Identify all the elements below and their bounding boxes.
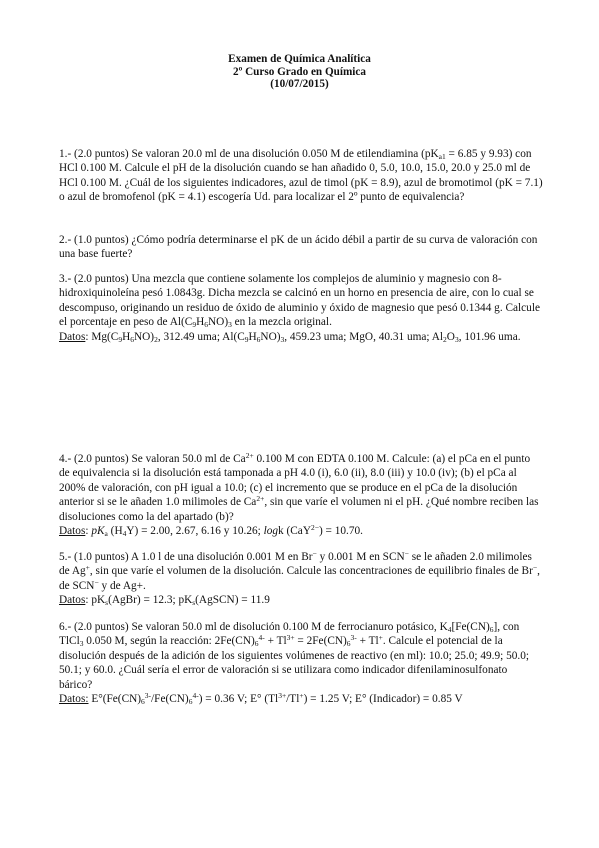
exam-date: (10/07/2015) [270,78,329,90]
exam-course: 2º Curso Grado en Química [233,65,366,78]
question-3-data: Datos: $Mg(C_9H_6NO)_2$, 312.49 uma; $Al(C_9H_6NO)_3$, 459.23 uma; MgO, 40.31 uma; $Al_2O_3$, 101.96 uma. [59,330,521,344]
question-1 [59,147,543,205]
question-4 [59,452,543,538]
question-3 [59,272,543,344]
datos-label: Datos [59,594,86,607]
question-2-text: 2.- (1.0 puntos) ¿Cómo podría determinarse el pK de un ácido débil a partir de su curva de valoración con una base fuerte? [59,234,538,261]
question-5-text: 5.- (1.0 puntos) A 1.0 l de una disolución 0.001 M en Br− y 0.001 M en SCN− se le añaden 2.0 milimoles de Ag+, sin que varíe el volumen de la disolución. Calcule las concentraciones de equilibrio finales de Br−, de SCN− y de Ag+. [59,549,540,592]
datos-label: Datos [59,525,86,538]
exam-header [0,53,599,91]
datos-label: Datos [59,330,86,343]
question-1-text: 1.- (2.0 puntos) Se valoran 20.0 ml de una disolución 0.050 M de etilendiamina ($pK_{a1} = 6.85$ y 9.93) con HCl 0.100 M. Calcule el pH de la disolución cuando se han añadido 0, 5.0, 10.0, 15.0, 20.0 y 25.0 ml de HCl 0.100 M. ¿Cuál de los siguientes indicadores, azul de timol (pK = 8.9), azul de bromotimol (pK = 7.1) o azul de bromofenol (pK = 4.1) escogería Ud. para localizar el 2º punto de equivalencia? [59,148,543,204]
question-5-data: Datos: $pK_s(AgBr) = 12.3$; $pK_s(AgSCN) = 11.9$ [59,594,270,608]
question-6-text: 6.- (2.0 puntos) Se valoran 50.0 ml de disolución 0.100 M de ferrocianuro potásico, $K_4[Fe(CN)_6]$, con TlCl$_3$ 0.050 M, según la reacción: $2Fe(CN)_6^{4-} + Tl^{3+} = 2Fe(CN)_6^{3-} + Tl^+$. Calcule el potencial de la disolución después de la adición de los siguientes volúmenes de reactivo (en ml): 10.0; 25.0; 49.9; 50.0; 50.1; y 60.0. ¿Cuál sería el error de valoración si se utilizara como indicador difenilaminosulfonato bárico? [59,621,529,691]
question-2 [59,233,543,262]
question-4-text: 4.- (2.0 puntos) Se valoran 50.0 ml de $Ca^{2+}$ 0.100 M con EDTA 0.100 M. Calcule: (a) el pCa en el punto de equivalencia si la disolución está tamponada a pH 4.0 (i), 6.0 (ii), 8.0 (iii) y 10.0 (iv); (b) el pCa al 200% de valoración, con pH igual a 10.0; (c) el incremento que se produce en el pCa de la disolución anterior si se le añaden 1.0 milimoles de $Ca^{2+}$, sin que varíe el volumen ni el pH. ¿Qué nombre reciben las disoluciones como la del apartado (b)? [59,451,539,523]
exam-title: Examen de Química Analítica [228,53,371,65]
question-4-data: Datos: $pK_a$ $(H_4Y) = 2.00$, 2.67, 6.16 y 10.26; logk (CaY$^{2-}$) = 10.70. [59,523,363,539]
question-3-text: 3.- (2.0 puntos) Una mezcla que contiene solamente los complejos de aluminio y magnesio con 8-hidroxiquinoleína pesó 1.0843g. Dicha mezcla se calcinó en un horno en presencia de aire, con lo cual se descompuso, originando un residuo de óxido de aluminio y óxido de magnesio que pesó 0.1344 g. Calcule el porcentaje en peso de $Al(C_9H_6NO)_3$ en la mezcla original. [59,273,540,330]
question-6-data: Datos: $E^\circ(Fe(CN)_6^{3-}/Fe(CN)_6^{4-}) = 0.36$ V; E° $(Tl^{3+}/Tl^+) = 1.25$ V; E° (Indicador) = 0.85 V [59,691,463,707]
question-6 [59,620,543,706]
question-5 [59,550,543,608]
datos-label: Datos: [59,693,89,706]
